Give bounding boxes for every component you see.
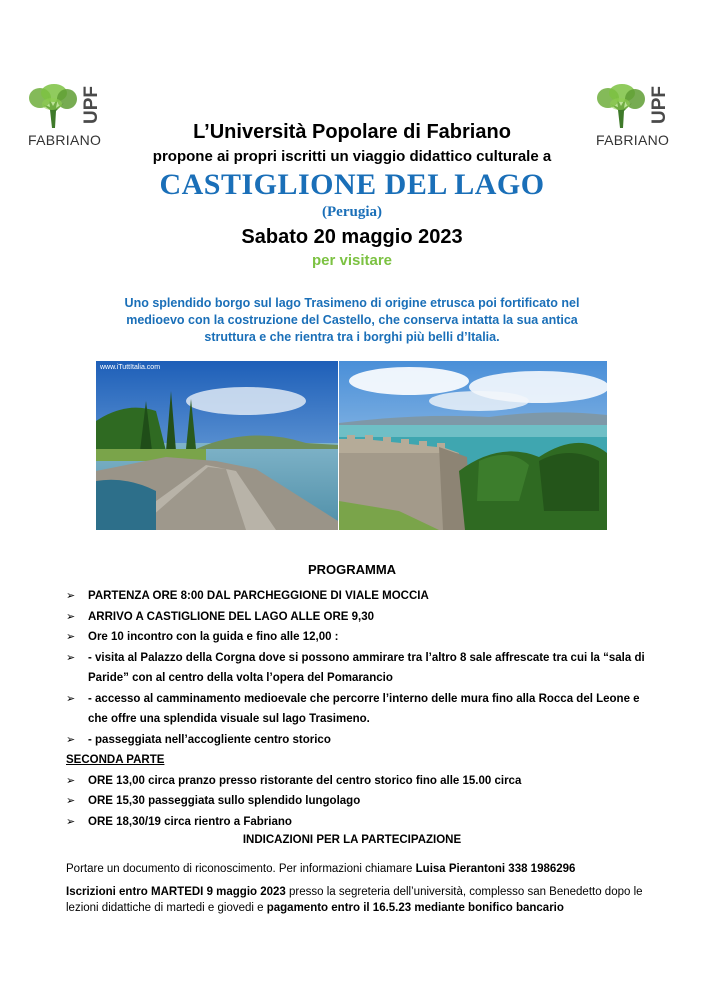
registration-paragraph: Iscrizioni entro MARTEDI 9 maggio 2023 presso la segreteria dell’università, complesso san Benedetto dopo le lezioni didattiche di martedi e giovedi e pagamento entro il 16.5.23 mediante bonifico bancario xyxy=(66,886,643,914)
castle-walls-photo xyxy=(339,361,607,530)
logo-city-text: FABRIANO xyxy=(596,132,670,148)
arrow-bullet-icon: ➢ xyxy=(66,631,76,643)
arrow-bullet-icon: ➢ xyxy=(66,692,76,705)
province-label: (Perugia) xyxy=(322,204,382,220)
second-part-title: SECONDA PARTE xyxy=(66,754,165,766)
arrow-bullet-icon: ➢ xyxy=(66,590,76,602)
arrow-bullet-icon: ➢ xyxy=(66,795,76,807)
upf-logo-left xyxy=(28,84,110,156)
photo-watermark: www.iTuttItalia.com xyxy=(100,364,161,371)
list-item: ➢ - visita al Palazzo della Corgna dove si possono ammirare tra l’altro 8 sale affrescate tra cui la “sala di Paride” con al centro della volta l’opera del Pomarancio xyxy=(66,648,646,689)
contact-name: Luisa Pierantoni 338 1986296 xyxy=(415,863,576,875)
trip-date: Sabato 20 maggio 2023 xyxy=(241,226,463,248)
arrow-bullet-icon: ➢ xyxy=(66,610,76,623)
lakeside-pier-photo xyxy=(96,361,338,530)
contact-paragraph: Portare un documento di riconoscimento. Per informazioni chiamare Luisa Pierantoni 338 1986296 xyxy=(66,863,576,875)
participation-title: INDICAZIONI PER LA PARTECIPAZIONE xyxy=(242,834,462,846)
arrow-bullet-icon: ➢ xyxy=(66,815,76,828)
program-list xyxy=(66,586,646,832)
list-item: ➢ PARTENZA ORE 8:00 DAL PARCHEGGIONE DI VIALE MOCCIA xyxy=(66,586,646,607)
list-item: ➢ ARRIVO A CASTIGLIONE DEL LAGO ALLE ORE 9,30 xyxy=(66,607,646,628)
arrow-bullet-icon: ➢ xyxy=(66,651,76,664)
logo-city-text: FABRIANO xyxy=(28,132,102,148)
upf-logo-right xyxy=(596,84,678,156)
logo-upf-text: UPF xyxy=(81,86,102,124)
list-item: ➢ - accesso al camminamento medioevale che percorre l’interno delle mura fino alla Rocca del Leone e che offre una splendida visuale sul lago Trasimeno. xyxy=(66,689,646,730)
town-description: Uno splendido borgo sul lago Trasimeno di origine etrusca poi fortificato nel medioevo con la costruzione del Castello, che conserva intatta la sua antica struttura e che rientra tra i borghi più belli d’Italia. xyxy=(124,296,580,344)
arrow-bullet-icon: ➢ xyxy=(66,774,76,787)
logo-upf-text: UPF xyxy=(649,86,670,124)
list-item: ➢ Ore 10 incontro con la guida e fino alle 12,00 : xyxy=(66,627,646,648)
organizer-title: L’Università Popolare di Fabriano xyxy=(193,121,511,143)
list-item: ➢ ORE 15,30 passeggiata sullo splendido lungolago xyxy=(66,791,646,812)
invitation-line: propone ai propri iscritti un viaggio didattico culturale a xyxy=(152,148,552,165)
arrow-bullet-icon: ➢ xyxy=(66,733,76,746)
visit-subtitle: per visitare xyxy=(311,252,393,269)
program-title: PROGRAMMA xyxy=(307,562,397,577)
list-item: ➢ ORE 18,30/19 circa rientro a Fabriano xyxy=(66,812,646,833)
list-item: ➢ - passeggiata nell’accogliente centro storico xyxy=(66,730,646,751)
destination-title: CASTIGLIONE DEL LAGO xyxy=(159,168,545,201)
list-item: ➢ ORE 13,00 circa pranzo presso ristorante del centro storico fino alle 15.00 circa xyxy=(66,771,646,792)
